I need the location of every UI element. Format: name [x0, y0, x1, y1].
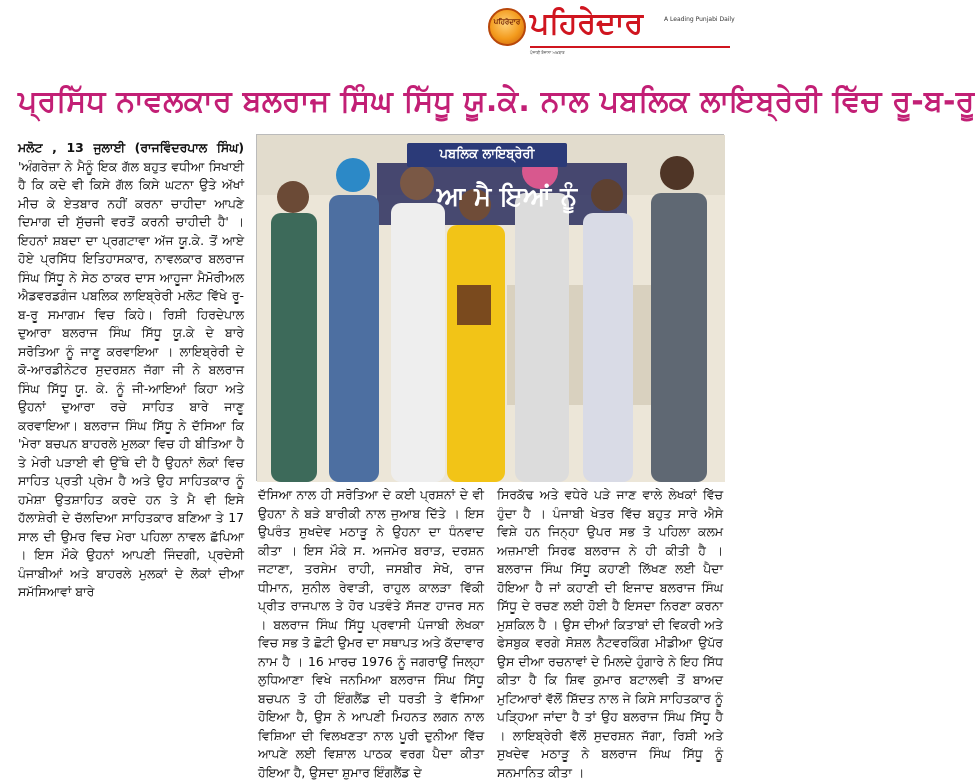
article-column-1 — [18, 139, 244, 691]
newspaper-name: ਪਹਿਰੇਦਾਰ — [530, 6, 644, 41]
event-photo — [256, 134, 724, 481]
article-col1-text: 'ਅੰਗਰੇਜ਼ਾ ਨੇ ਮੈਨੂੰ ਇਕ ਗੱਲ ਬਹੁਤ ਵਧੀਆ ਸਿਖਾਈ ਹੈ ਕਿ ਕਦੇ ਵੀ ਕਿਸੇ ਗੱਲ ਕਿਸੇ ਘਟਨਾ ਉਤੇ ਅੱਖਾਂ ਮੀਚ ਕੇ ਏਤਬਾਰ ਨਹੀਂ ਕਰਨਾ ਚਾਹੀਦਾ ਆਪਣੇ ਦਿਮਾਗ ਦੀ ਸੁੱਚਜੀ ਵਰਤੋਂ ਕਰਨੀ ਚਾਹੀਦੀ ਹੈ' । ਇਹਨਾਂ ਸ਼ਬਦਾ ਦਾ ਪ੍ਰਗਟਾਵਾ ਅੱਜ ਯੂ.ਕੇ. ਤੋਂ ਆਏ ਹੋਏ ਪ੍ਰਸਿੱਧ ਇਤਿਹਾਸਕਾਰ, ਨਾਵਲਕਾਰ ਬਲਰਾਜ ਸਿੰਘ ਸਿੱਧੂ ਨੇ ਸੇਠ ਠਾਕਰ ਦਾਸ ਆਹੂਜਾ ਮੈਮੋਰੀਅਲ ਐਡਵਰਡਗੰਜ ਪਬਲਿਕ ਲਾਇਬ੍ਰੇਰੀ ਮਲੋਟ ਵਿੱਖੇ ਰੂ-ਬ-ਰੂ ਸਮਾਗਮ ਵਿਚ ਕਿਹੇ। ਰਿਸ਼ੀ ਹਿਰਦੇਪਾਲ ਦੁਆਰਾ ਬਲਰਾਜ ਸਿੰਘ ਸਿੱਧੂ ਯੂ.ਕੇ ਦੇ ਬਾਰੇ ਸਰੋਤਿਆ ਨੂੰ ਜਾਣੂ ਕਰਵਾਇਆ । ਲਾਇਬ੍ਰੇਰੀ ਦੇ ਕੋ-ਆਰਡੀਨੇਟਰ ਸੁਦਰਸ਼ਨ ਜੱਗਾ ਜੀ ਨੇ ਬਲਰਾਜ ਸਿੰਘ ਸਿੱਧੂ ਯੂ. ਕੇ. ਨੂੰ ਜੀ-ਆਇਆਂ ਕਿਹਾ ਅਤੇ ਉਹਨਾਂ ਦੁਆਰਾ ਰਚੇ ਸਾਹਿਤ ਬਾਰੇ ਜਾਣੂ ਕਰਵਾਇਆ। ਬਲਰਾਜ ਸਿੰਘ ਸਿੱਧੂ ਨੇ ਦੱਸਿਆ ਕਿ 'ਮੇਰਾ ਬਚਪਨ ਬਾਹਰਲੇ ਮੁਲਕਾ ਵਿਚ ਹੀ ਬੀਤਿਆ ਹੈ ਤੇ ਮੇਰੀ ਪੜਾਈ ਵੀ ਉੱਥੇ ਦੀ ਹੈ ਉਹਨਾਂ ਲੋਕਾਂ ਵਿਚ ਸਾਹਿਤ ਪ੍ਰਤੀ ਪ੍ਰੇਮ ਹੈ ਅਤੇ ਉਹ ਸਾਹਿਤਕਾਰ ਨੂੰ ਹਮੇਸ਼ਾ ਉਤਸ਼ਾਹਿਤ ਕਰਦੇ ਹਨ ਤੇ ਮੈ ਵੀ ਇਸੇ ਹੱਲਾਸ਼ੇਰੀ ਦੇ ਚੱਲਦਿਆ ਸਾਹਿਤਕਾਰ ਬਣਿਆ ਤੇ 17 ਸਾਲ ਦੀ ਉਮਰ ਵਿਚ ਮੇਰਾ ਪਹਿਲਾ ਨਾਵਲ ਛੱਪਿਆ । ਇਸ ਮੌਕੇ ਉਹਨਾਂ ਆਪਣੀ ਜਿੰਦਗੀ, ਪ੍ਰਦੇਸੀ ਪੰਜਾਬੀਆਂ ਅਤੇ ਬਾਹਰਲੇ ਮੁਲਕਾਂ ਦੇ ਲੋਕਾਂ ਦੀਆ ਸਮੱਸਿਆਵਾਂ ਬਾਰੇ — [18, 158, 244, 599]
article-col2-text: ਦੱਸਿਆ ਨਾਲ ਹੀ ਸਰੋਤਿਆ ਦੇ ਕਈ ਪ੍ਰਸ਼ਨਾਂ ਦੇ ਵੀ ਉਹਨਾ ਨੇ ਬੜੇ ਬਾਰੀਕੀ ਨਾਲ ਜੁਆਬ ਦਿੱਤੇ । ਇਸ ਉਪਰੰਤ ਸੁਖਦੇਵ ਮਠਾੜੂ ਨੇ ਉਹਨਾ ਦਾ ਧੰਨਵਾਦ ਕੀਤਾ । ਇਸ ਮੌਕੇ ਸ. ਅਜਮੇਰ ਬਰਾੜ, ਦਰਸ਼ਨ ਜਟਾਣਾ, ਤਰਸੇਮ ਰਾਹੀ, ਜਸਬੀਰ ਸੇਖੋ, ਰਾਜ ਧੀਮਾਨ, ਸੁਨੀਲ ਰੇਵਾੜੀ, ਰਾਹੁਲ ਕਾਲੜਾ ਵਿੱਕੀ ਪ੍ਰੀਤ ਰਾਜਪਾਲ ਤੇ ਹੋਰ ਪਤਵੰਤੇ ਸੱਜਣ ਹਾਜਰ ਸਨ । ਬਲਰਾਜ ਸਿੰਘ ਸਿੱਧੂ ਪ੍ਰਵਾਸੀ ਪੰਜਾਬੀ ਲੇਖਕਾ ਵਿਚ ਸਭ ਤੋ ਛੋਟੀ ਉਮਰ ਦਾ ਸਥਾਪਤ ਅਤੇ ਕੱਦਾਵਾਰ ਨਾਮ ਹੈ । 16 ਮਾਰਚ 1976 ਨੂੰ ਜਗਰਾਉਂ ਜਿਲ੍ਹਾ ਲੁਧਿਆਣਾ ਵਿਖੇ ਜਨਮਿਆ ਬਲਰਾਜ ਸਿੰਘ ਸਿੱਧੂ ਬਚਪਨ ਤੋ ਹੀ ਇੰਗਲੈਂਡ ਦੀ ਧਰਤੀ ਤੇ ਵੱਸਿਆ ਹੋਇਆ ਹੈ, ਉਸ ਨੇ ਆਪਣੀ ਮਿਹਨਤ ਲਗਨ ਨਾਲ ਵਿਸ਼ਿਆ ਦੀ ਵਿਲਖਣਤਾ ਨਾਲ ਪੂਰੀ ਦੁਨੀਆ ਵਿੱਚ ਆਪਣੇ ਲਈ ਵਿਸ਼ਾਲ ਪਾਠਕ ਵਰਗ ਪੈਦਾ ਕੀਤਾ ਹੋਇਆ ਹੈ, ਉਸਦਾ ਸ਼ੁਮਾਰ ਇੰਗਲੈਂਡ ਦੇ — [258, 487, 484, 780]
article-column-3 — [497, 486, 723, 780]
masthead — [488, 6, 734, 58]
emblem-text: ਪਹਿਰੇਦਾਰ — [493, 18, 521, 26]
newspaper-tagline: A Leading Punjabi Daily — [664, 16, 735, 23]
article-dateline: ਮਲੋਟ , 13 ਜੁਲਾਈ (ਰਾਜਵਿੰਦਰਪਾਲ ਸਿੰਘ) — [18, 140, 244, 155]
article-headline: ਪ੍ਰਸਿੱਧ ਨਾਵਲਕਾਰ ਬਲਰਾਜ ਸਿੰਘ ਸਿੱਧੂ ਯੂ.ਕੇ. ਨਾਲ ਪਬਲਿਕ ਲਾਇਬ੍ਰੇਰੀ ਵਿੱਚ ਰੂ-ਬ-ਰੂ — [18, 84, 975, 119]
newspaper-subline: ਪੰਜਾਬੀ ਰੋਜ਼ਾਨਾ ਅਖ਼ਬਾਰ — [530, 50, 565, 55]
photo-banner-text: ਆ ਮੈ ਇਆਂ ਨੂੰ — [436, 182, 578, 212]
newspaper-emblem-icon — [488, 8, 526, 46]
masthead-rule — [530, 46, 730, 48]
article-column-2 — [258, 486, 484, 780]
event-photo-illustration — [257, 135, 725, 482]
article-col3-text: ਸਿਰਕੱਢ ਅਤੇ ਵਧੇਰੇ ਪੜੇ ਜਾਣ ਵਾਲੇ ਲੇਖਕਾਂ ਵਿੱਚ ਹੁੰਦਾ ਹੈ । ਪੰਜਾਬੀ ਖੇਤਰ ਵਿੱਚ ਬਹੁਤ ਸਾਰੇ ਐਸੇ ਵਿਸ਼ੇ ਹਨ ਜਿਨ੍ਹਾ ਉਪਰ ਸਭ ਤੋ ਪਹਿਲਾ ਕਲਮ ਅਜ਼ਮਾਈ ਸਿਰਫ ਬਲਰਾਜ ਨੇ ਹੀ ਕੀਤੀ ਹੈ । ਬਲਰਾਜ ਸਿੰਘ ਸਿੱਧੂ ਕਹਾਣੀ ਲਿੱਖਣ ਲਈ ਪੈਦਾ ਹੋਇਆ ਹੈ ਜਾਂ ਕਹਾਣੀ ਦੀ ਇਜਾਦ ਬਲਰਾਜ ਸਿੰਘ ਸਿੱਧੂ ਦੇ ਰਚਣ ਲਈ ਹੋਈ ਹੈ ਇਸਦਾ ਨਿਰਣਾ ਕਰਨਾ ਮੁਸ਼ਕਿਲ ਹੈ । ਉਸ ਦੀਆਂ ਕਿਤਾਬਾਂ ਦੀ ਵਿਕਰੀ ਅਤੇ ਫੇਸਬੁਕ ਵਰਗੇ ਸੋਸ਼ਲ ਨੈਟਵਰਕਿੰਗ ਮੀਡੀਆ ਉਪੱਰ ਉਸ ਦੀਆ ਰਚਨਾਵਾਂ ਦੇ ਮਿਲਦੇ ਹੁੰਗਾਰੇ ਨੇ ਇਹ ਸਿੱਧ ਕੀਤਾ ਹੈ ਕਿ ਸ਼ਿਵ ਕੁਮਾਰ ਬਟਾਲਵੀ ਤੋਂ ਬਾਅਦ ਮੁਟਿਆਰਾਂ ਵੱਲੋਂ ਸ਼ਿੱਦਤ ਨਾਲ ਜੇ ਕਿਸੇ ਸਾਹਿਤਕਾਰ ਨੂੰ ਪੜ੍ਹਿਆ ਜਾਂਦਾ ਹੈ ਤਾਂ ਉਹ ਬਲਰਾਜ ਸਿੰਘ ਸਿੱਧੂ ਹੈ । ਲਾਇਬ੍ਰੇਰੀ ਵੱਲੋਂ ਸੁਦਰਸ਼ਨ ਜੱਗਾ, ਰਿਸ਼ੀ ਅਤੇ ਸੁਖਦੇਵ ਮਠਾੜੂ ਨੇ ਬਲਰਾਜ ਸਿੰਘ ਸਿੱਧੂ ਨੂੰ ਸਨਮਾਨਿਤ ਕੀਤਾ । — [497, 487, 723, 780]
library-sign: ਪਬਲਿਕ ਲਾਇਬ੍ਰੇਰੀ — [407, 143, 567, 167]
